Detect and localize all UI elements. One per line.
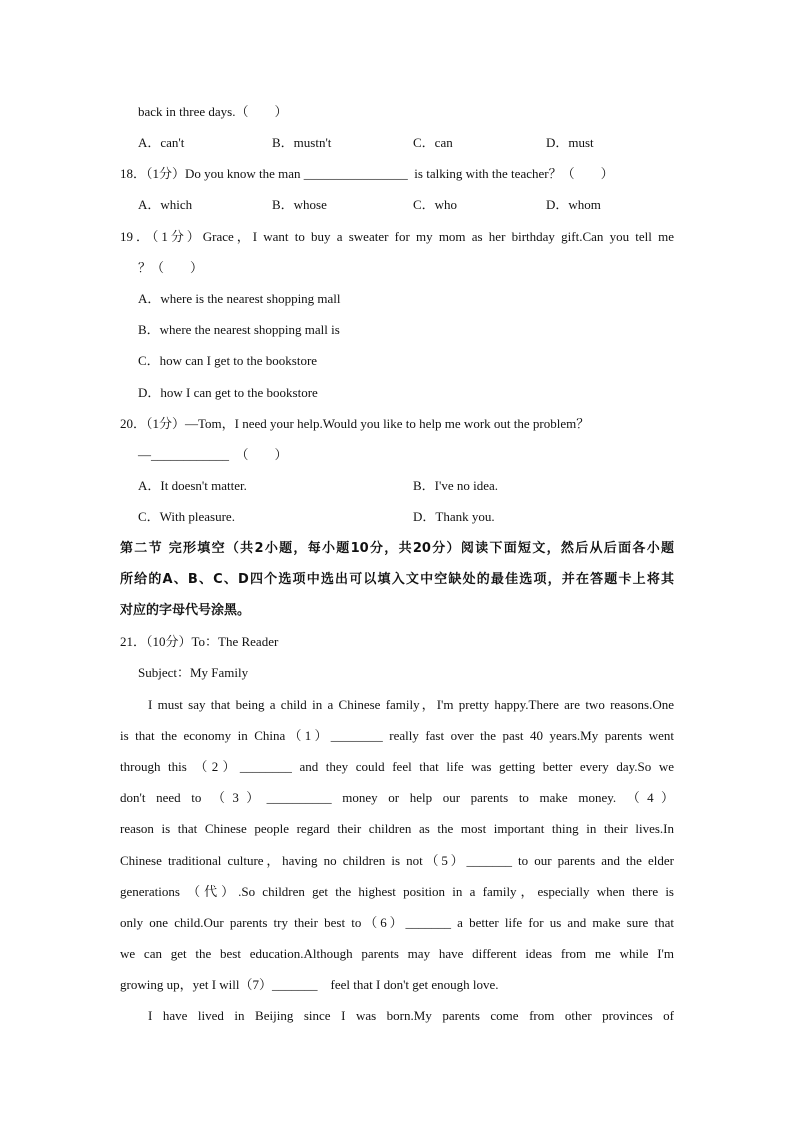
passage-line-6: Chinese traditional culture，having no children is not（5）_______ to our parents and the elder <box>120 853 674 868</box>
q20-option-d[interactable]: D．Thank you. <box>413 509 495 524</box>
q19-option-c[interactable]: C．how can I get to the bookstore <box>138 353 318 368</box>
q17-stem-cont: back in three days.（ ） <box>138 104 288 119</box>
q17-option-a[interactable]: A．can't <box>138 135 185 150</box>
passage-line-3: through this （2）________ and they could feel that life was getting better every day.So we <box>120 759 674 774</box>
passage-line-5: reason is that Chinese people regard their children as the most important thing in their lives.In <box>120 821 674 836</box>
q18-option-b[interactable]: B．whose <box>272 197 327 212</box>
q19-stem-cont: ？（ ） <box>138 260 204 275</box>
q19-option-a[interactable]: A．where is the nearest shopping mall <box>138 291 341 306</box>
section-instructions-line-1: 第二节 完形填空（共2小题，每小题10分，共20分）阅读下面短文，然后从后面各小题 <box>120 541 674 556</box>
q20-option-b[interactable]: B．I've no idea. <box>413 478 499 493</box>
q18-option-a[interactable]: A．which <box>138 197 193 212</box>
q18-stem: 18．（1分）Do you know the man ________________ is talking with the teacher？（ ） <box>120 166 614 181</box>
passage-line-1: I must say that being a child in a Chinese family，I'm pretty happy.There are two reasons.One <box>148 697 674 712</box>
q17-option-d[interactable]: D．must <box>546 135 594 150</box>
passage-line-4: don't need to （3）__________ money or help our parents to make money. （4） <box>120 790 674 805</box>
q18-option-d[interactable]: D．whom <box>546 197 601 212</box>
passage-line-2: is that the economy in China（1）________ really fast over the past 40 years.My parents went <box>120 728 674 743</box>
passage-line-11: I have lived in Beijing since I was born.My parents come from other provinces of <box>148 1008 674 1023</box>
passage-line-9: we can get the best education.Although parents may have different ideas from me while I'm <box>120 946 674 961</box>
q20-stem: 20．（1分）—Tom，I need your help.Would you like to help me work out the problem？ <box>120 416 590 431</box>
q20-option-a[interactable]: A．It doesn't matter. <box>138 478 247 493</box>
passage-line-7: generations （代）.So children get the highest position in a family，especially when there is <box>120 884 674 899</box>
passage-line-10: growing up，yet I will（7）_______ feel that I don't get enough love. <box>120 977 499 992</box>
q19-option-b[interactable]: B．where the nearest shopping mall is <box>138 322 340 337</box>
q20-stem-cont: —____________ （ ） <box>138 447 288 462</box>
section-instructions-line-3: 对应的字母代号涂黑。 <box>120 603 251 618</box>
q17-option-c[interactable]: C．can <box>413 135 453 150</box>
passage-line-8: only one child.Our parents try their best to（6）_______ a better life for us and make sure that <box>120 915 674 930</box>
section-instructions-line-2: 所给的A、B、C、D四个选项中选出可以填入文中空缺处的最佳选项，并在答题卡上将其 <box>120 572 674 587</box>
q19-option-d[interactable]: D．how I can get to the bookstore <box>138 385 318 400</box>
q19-stem: 19．（1分）Grace，I want to buy a sweater for my mom as her birthday gift.Can you tell me <box>120 229 674 244</box>
q18-option-c[interactable]: C．who <box>413 197 458 212</box>
q17-option-b[interactable]: B．mustn't <box>272 135 332 150</box>
q21-subject: Subject：My Family <box>138 665 249 680</box>
q20-option-c[interactable]: C．With pleasure. <box>138 509 235 524</box>
q21-header: 21．（10分）To：The Reader <box>120 634 279 649</box>
